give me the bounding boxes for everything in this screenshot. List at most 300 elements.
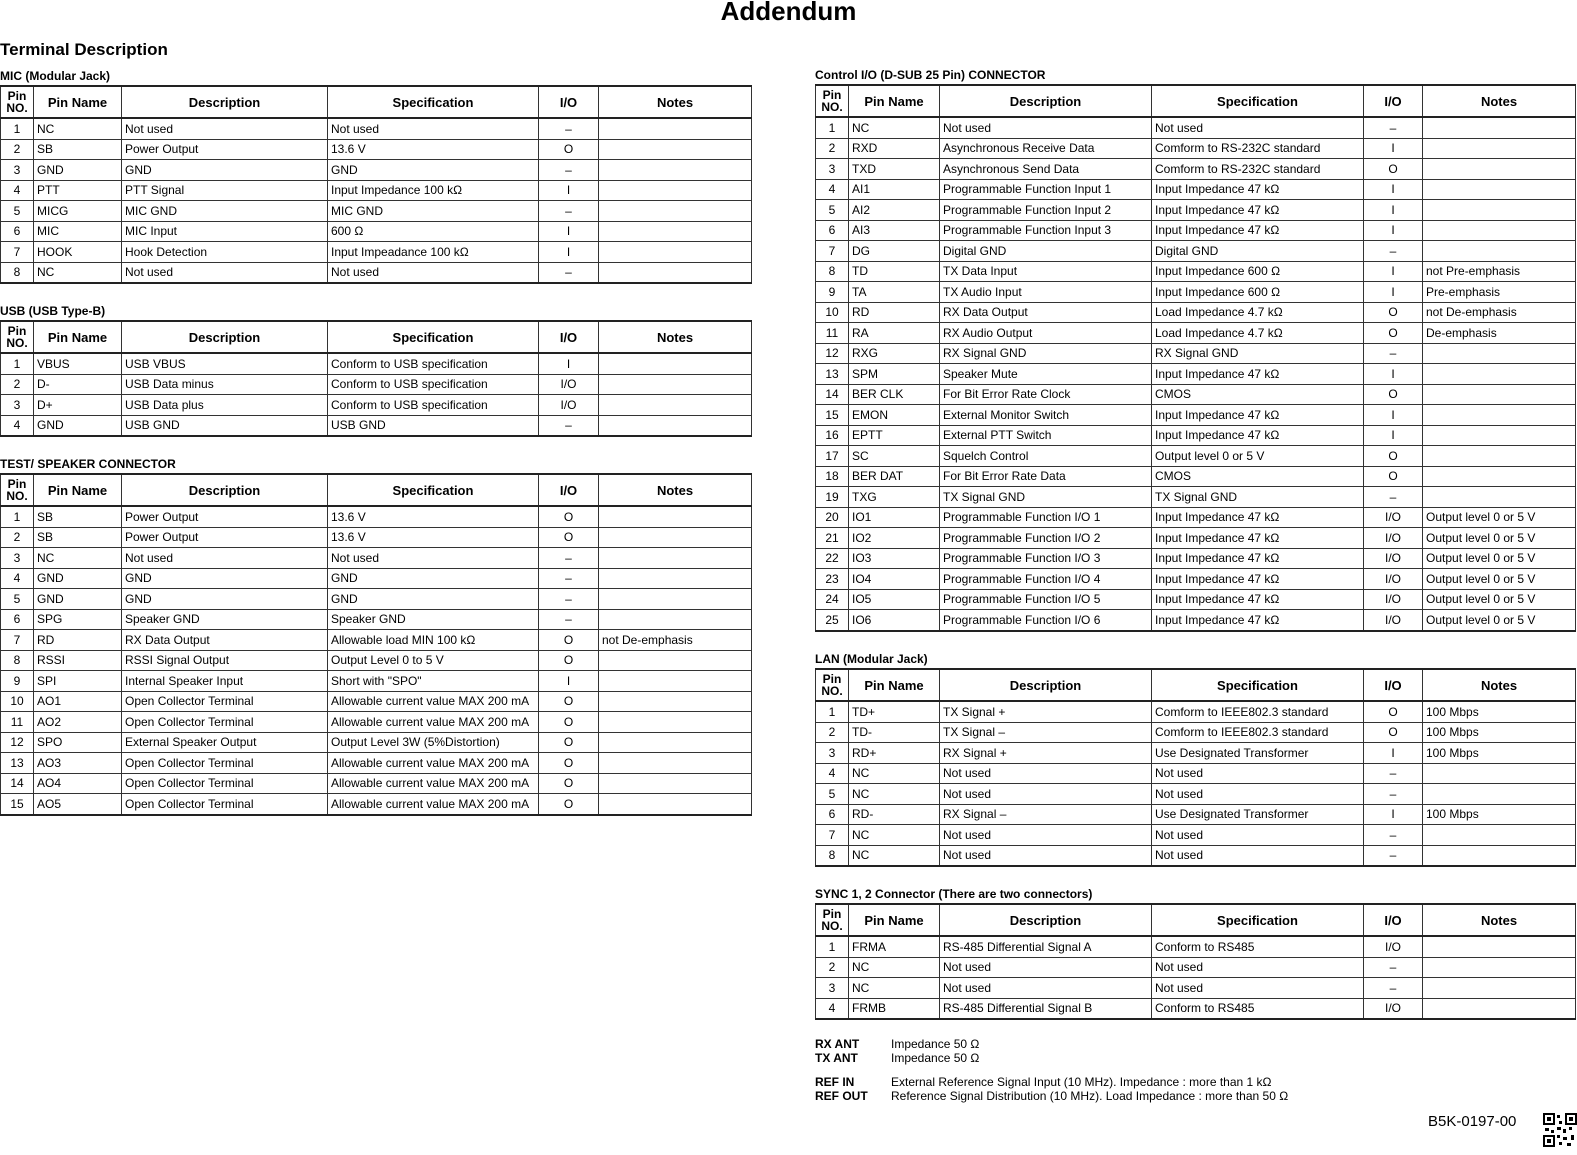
- cell-notes: [1423, 159, 1576, 180]
- table-row: [1, 160, 752, 181]
- cell-pin-no: 3: [1, 160, 34, 181]
- cell-io: I: [1364, 425, 1423, 446]
- cell-pin-no: 1: [1, 506, 34, 527]
- cell-pin-name: NC: [34, 118, 122, 139]
- cell-specification: Input Impedance 47 kΩ: [1152, 179, 1364, 200]
- cell-specification: USB GND: [328, 415, 539, 436]
- cell-pin-name: VBUS: [34, 353, 122, 374]
- cell-specification: Conform to USB specification: [328, 353, 539, 374]
- cell-pin-name: AO4: [34, 773, 122, 794]
- cell-pin-no: 7: [816, 825, 849, 846]
- cell-notes: Pre-emphasis: [1423, 282, 1576, 303]
- cell-notes: [599, 118, 752, 139]
- cell-notes: [599, 221, 752, 242]
- cell-pin-no: 4: [1, 415, 34, 436]
- page-title: Addendum: [720, 0, 857, 26]
- cell-io: I/O: [1364, 528, 1423, 549]
- cell-specification: Not used: [1152, 978, 1364, 999]
- cell-specification: Input Impedance 47 kΩ: [1152, 405, 1364, 426]
- table-section: [815, 885, 1576, 1020]
- cell-specification: Input Impedance 100 kΩ: [328, 180, 539, 201]
- cell-pin-no: 9: [1, 671, 34, 692]
- cell-description: TX Signal +: [940, 701, 1152, 722]
- cell-notes: [1423, 784, 1576, 805]
- cell-pin-name: IO6: [849, 610, 940, 631]
- cell-pin-no: 2: [1, 139, 34, 160]
- cell-pin-name: EPTT: [849, 425, 940, 446]
- cell-description: Speaker GND: [122, 609, 328, 630]
- cell-io: –: [1364, 117, 1423, 138]
- cell-pin-name: TD+: [849, 701, 940, 722]
- cell-pin-name: FRMA: [849, 936, 940, 957]
- cell-specification: Comform to IEEE802.3 standard: [1152, 701, 1364, 722]
- cell-notes: [1423, 343, 1576, 364]
- cell-io: I: [1364, 179, 1423, 200]
- cell-specification: Input Impedance 47 kΩ: [1152, 589, 1364, 610]
- table-row: [816, 364, 1576, 385]
- cell-specification: Output Level 0 to 5 V: [328, 650, 539, 671]
- table-row: [1, 395, 752, 416]
- cell-notes: [599, 712, 752, 733]
- cell-notes: [599, 242, 752, 263]
- cell-notes: 100 Mbps: [1423, 743, 1576, 764]
- table-header-row: [816, 669, 1576, 701]
- cell-io: –: [1364, 845, 1423, 866]
- cell-pin-name: RD: [34, 630, 122, 651]
- cell-pin-no: 3: [816, 743, 849, 764]
- cell-pin-no: 21: [816, 528, 849, 549]
- table-section: [0, 302, 752, 437]
- cell-specification: Allowable current value MAX 200 mA: [328, 794, 539, 815]
- header-io: I/O: [539, 321, 599, 353]
- table-row: [816, 701, 1576, 722]
- header-pin-line: Pin: [7, 324, 27, 338]
- cell-io: I: [1364, 282, 1423, 303]
- cell-io: O: [1364, 159, 1423, 180]
- cell-description: Not used: [940, 978, 1152, 999]
- cell-io: –: [1364, 487, 1423, 508]
- cell-pin-name: IO5: [849, 589, 940, 610]
- cell-pin-name: GND: [34, 589, 122, 610]
- table-row: [816, 220, 1576, 241]
- cell-description: Not used: [122, 548, 328, 569]
- cell-io: I/O: [539, 374, 599, 395]
- header-pin-name: Pin Name: [34, 86, 122, 118]
- cell-pin-no: 7: [816, 241, 849, 262]
- cell-io: –: [1364, 978, 1423, 999]
- cell-pin-no: 6: [1, 221, 34, 242]
- cell-description: Open Collector Terminal: [122, 794, 328, 815]
- cell-pin-no: 11: [816, 323, 849, 344]
- table-row: [816, 138, 1576, 159]
- cell-notes: Output level 0 or 5 V: [1423, 507, 1576, 528]
- cell-pin-name: SPO: [34, 732, 122, 753]
- cell-description: Programmable Function I/O 2: [940, 528, 1152, 549]
- cell-io: O: [1364, 384, 1423, 405]
- cell-pin-name: TD: [849, 261, 940, 282]
- cell-io: O: [539, 753, 599, 774]
- cell-notes: Output level 0 or 5 V: [1423, 569, 1576, 590]
- cell-pin-no: 6: [816, 220, 849, 241]
- cell-notes: [1423, 179, 1576, 200]
- cell-io: –: [1364, 241, 1423, 262]
- header-pin-no: [1, 86, 34, 118]
- cell-pin-no: 4: [1, 568, 34, 589]
- table-section: [815, 650, 1576, 867]
- table-row: [816, 845, 1576, 866]
- table-header-row: [1, 321, 752, 353]
- cell-description: MIC GND: [122, 201, 328, 222]
- cell-notes: [599, 671, 752, 692]
- cell-description: Hook Detection: [122, 242, 328, 263]
- cell-notes: [599, 548, 752, 569]
- cell-specification: 13.6 V: [328, 139, 539, 160]
- table-row: [1, 118, 752, 139]
- cell-description: PTT Signal: [122, 180, 328, 201]
- cell-notes: [1423, 364, 1576, 385]
- cell-specification: Comform to RS-232C standard: [1152, 159, 1364, 180]
- cell-pin-name: BER DAT: [849, 466, 940, 487]
- table-row: [816, 589, 1576, 610]
- cell-specification: Load Impedance 4.7 kΩ: [1152, 323, 1364, 344]
- header-pin-line: Pin: [7, 89, 27, 103]
- cell-notes: [1423, 138, 1576, 159]
- cell-pin-name: IO2: [849, 528, 940, 549]
- cell-description: Programmable Function Input 3: [940, 220, 1152, 241]
- table-header-row: [1, 474, 752, 506]
- cell-pin-no: 10: [816, 302, 849, 323]
- cell-specification: Speaker GND: [328, 609, 539, 630]
- header-description: Description: [122, 321, 328, 353]
- cell-description: Programmable Function I/O 1: [940, 507, 1152, 528]
- cell-pin-no: 18: [816, 466, 849, 487]
- cell-description: Speaker Mute: [940, 364, 1152, 385]
- cell-io: –: [539, 589, 599, 610]
- table-row: [1, 712, 752, 733]
- cell-description: USB GND: [122, 415, 328, 436]
- header-notes: Notes: [599, 321, 752, 353]
- cell-description: GND: [122, 160, 328, 181]
- cell-pin-no: 4: [816, 179, 849, 200]
- header-pin-line: NO.: [821, 100, 843, 114]
- cell-pin-no: 12: [816, 343, 849, 364]
- cell-pin-name: RA: [849, 323, 940, 344]
- cell-notes: [599, 589, 752, 610]
- cell-description: RX Audio Output: [940, 323, 1152, 344]
- cell-specification: Allowable current value MAX 200 mA: [328, 712, 539, 733]
- header-pin-line: Pin: [822, 907, 842, 921]
- cell-description: External Monitor Switch: [940, 405, 1152, 426]
- footnotes: [815, 1037, 1288, 1103]
- cell-specification: Not used: [1152, 784, 1364, 805]
- cell-description: TX Signal –: [940, 722, 1152, 743]
- cell-io: O: [539, 506, 599, 527]
- header-pin-no: [816, 904, 849, 936]
- header-specification: Specification: [1152, 85, 1364, 117]
- table-row: [816, 528, 1576, 549]
- table-header-row: [816, 85, 1576, 117]
- cell-specification: Comform to IEEE802.3 standard: [1152, 722, 1364, 743]
- cell-io: –: [1364, 784, 1423, 805]
- cell-notes: [1423, 446, 1576, 467]
- document-number: B5K-0197-00: [1428, 1113, 1517, 1130]
- cell-description: Open Collector Terminal: [122, 712, 328, 733]
- cell-pin-no: 12: [1, 732, 34, 753]
- cell-pin-no: 5: [1, 589, 34, 610]
- cell-notes: [599, 794, 752, 815]
- header-description: Description: [122, 86, 328, 118]
- section-heading: Terminal Description: [0, 40, 168, 59]
- cell-pin-no: 2: [1, 374, 34, 395]
- table-title: USB (USB Type-B): [0, 304, 106, 318]
- cell-description: TX Audio Input: [940, 282, 1152, 303]
- table-row: [816, 722, 1576, 743]
- table-row: [1, 589, 752, 610]
- cell-notes: [1423, 384, 1576, 405]
- cell-specification: Digital GND: [1152, 241, 1364, 262]
- cell-pin-no: 15: [816, 405, 849, 426]
- cell-pin-no: 23: [816, 569, 849, 590]
- table-title: TEST/ SPEAKER CONNECTOR: [0, 457, 176, 471]
- cell-pin-no: 2: [816, 138, 849, 159]
- cell-pin-no: 5: [816, 200, 849, 221]
- table-header-row: [816, 904, 1576, 936]
- cell-notes: [599, 527, 752, 548]
- cell-pin-no: 2: [1, 527, 34, 548]
- cell-notes: [599, 773, 752, 794]
- cell-io: I/O: [1364, 507, 1423, 528]
- cell-io: –: [1364, 825, 1423, 846]
- cell-io: I: [539, 180, 599, 201]
- cell-description: MIC Input: [122, 221, 328, 242]
- cell-pin-no: 3: [1, 548, 34, 569]
- cell-specification: 13.6 V: [328, 527, 539, 548]
- cell-pin-name: AO1: [34, 691, 122, 712]
- footnote-row: [815, 1037, 1288, 1051]
- table-row: [816, 957, 1576, 978]
- cell-notes: [599, 753, 752, 774]
- cell-specification: Not used: [328, 548, 539, 569]
- cell-specification: CMOS: [1152, 466, 1364, 487]
- header-pin-name: Pin Name: [849, 669, 940, 701]
- cell-io: –: [539, 548, 599, 569]
- header-pin-name: Pin Name: [849, 85, 940, 117]
- table-row: [816, 159, 1576, 180]
- cell-specification: Not used: [1152, 117, 1364, 138]
- cell-description: Not used: [122, 262, 328, 283]
- table-row: [1, 374, 752, 395]
- cell-io: O: [539, 650, 599, 671]
- cell-io: –: [539, 201, 599, 222]
- cell-io: I: [539, 221, 599, 242]
- cell-notes: [599, 262, 752, 283]
- cell-io: O: [539, 773, 599, 794]
- table-row: [816, 425, 1576, 446]
- table-row: [816, 936, 1576, 957]
- cell-io: I: [1364, 364, 1423, 385]
- cell-description: Asynchronous Send Data: [940, 159, 1152, 180]
- cell-description: Open Collector Terminal: [122, 691, 328, 712]
- cell-notes: [599, 732, 752, 753]
- cell-pin-no: 1: [1, 353, 34, 374]
- cell-specification: Not used: [328, 262, 539, 283]
- footnote-row: [815, 1089, 1288, 1103]
- cell-description: Not used: [940, 763, 1152, 784]
- cell-notes: [599, 201, 752, 222]
- table-row: [1, 773, 752, 794]
- header-description: Description: [940, 85, 1152, 117]
- table-row: [816, 241, 1576, 262]
- header-pin-line: NO.: [821, 684, 843, 698]
- cell-description: GND: [122, 589, 328, 610]
- table-section: [0, 67, 752, 284]
- cell-pin-name: TXG: [849, 487, 940, 508]
- table-row: [816, 763, 1576, 784]
- cell-specification: Input Impedance 47 kΩ: [1152, 610, 1364, 631]
- cell-pin-no: 3: [816, 978, 849, 999]
- cell-pin-name: FRMB: [849, 998, 940, 1019]
- cell-description: Programmable Function I/O 4: [940, 569, 1152, 590]
- cell-notes: [1423, 487, 1576, 508]
- cell-io: I/O: [1364, 610, 1423, 631]
- header-pin-line: Pin: [822, 672, 842, 686]
- cell-specification: GND: [328, 160, 539, 181]
- cell-notes: [1423, 200, 1576, 221]
- cell-pin-name: SB: [34, 139, 122, 160]
- cell-notes: 100 Mbps: [1423, 804, 1576, 825]
- cell-description: GND: [122, 568, 328, 589]
- cell-specification: Output level 0 or 5 V: [1152, 446, 1364, 467]
- table-row: [816, 610, 1576, 631]
- cell-description: Internal Speaker Input: [122, 671, 328, 692]
- cell-notes: [1423, 220, 1576, 241]
- cell-pin-no: 15: [1, 794, 34, 815]
- table-title: SYNC 1, 2 Connector (There are two connectors): [815, 887, 1093, 901]
- cell-description: Not used: [940, 117, 1152, 138]
- cell-pin-no: 14: [816, 384, 849, 405]
- cell-pin-name: AI2: [849, 200, 940, 221]
- cell-description: RX Signal +: [940, 743, 1152, 764]
- cell-pin-name: RXG: [849, 343, 940, 364]
- cell-description: Programmable Function Input 2: [940, 200, 1152, 221]
- cell-io: O: [1364, 466, 1423, 487]
- cell-description: Programmable Function I/O 3: [940, 548, 1152, 569]
- table-row: [1, 139, 752, 160]
- table-row: [1, 201, 752, 222]
- cell-pin-no: 13: [816, 364, 849, 385]
- table-title: LAN (Modular Jack): [815, 652, 928, 666]
- cell-pin-no: 16: [816, 425, 849, 446]
- header-io: I/O: [1364, 669, 1423, 701]
- table-section: [0, 455, 752, 816]
- table-row: [816, 405, 1576, 426]
- table-row: [816, 507, 1576, 528]
- pin-table: [0, 85, 752, 284]
- header-description: Description: [940, 904, 1152, 936]
- cell-description: Asynchronous Receive Data: [940, 138, 1152, 159]
- header-pin-name: Pin Name: [849, 904, 940, 936]
- table-row: [1, 732, 752, 753]
- cell-notes: De-emphasis: [1423, 323, 1576, 344]
- table-row: [1, 753, 752, 774]
- cell-description: External PTT Switch: [940, 425, 1152, 446]
- cell-io: I/O: [1364, 569, 1423, 590]
- cell-specification: Input Impedance 47 kΩ: [1152, 220, 1364, 241]
- cell-pin-no: 7: [1, 630, 34, 651]
- cell-pin-no: 22: [816, 548, 849, 569]
- cell-description: RS-485 Differential Signal A: [940, 936, 1152, 957]
- cell-description: Power Output: [122, 506, 328, 527]
- cell-description: Digital GND: [940, 241, 1152, 262]
- cell-specification: Not used: [1152, 957, 1364, 978]
- cell-pin-name: TXD: [849, 159, 940, 180]
- table-section: [815, 66, 1576, 632]
- table-row: [816, 179, 1576, 200]
- cell-specification: Use Designated Transformer: [1152, 743, 1364, 764]
- cell-pin-no: 4: [816, 998, 849, 1019]
- cell-description: Open Collector Terminal: [122, 753, 328, 774]
- footnote-key: RX ANT: [815, 1037, 860, 1051]
- cell-specification: MIC GND: [328, 201, 539, 222]
- cell-io: O: [1364, 722, 1423, 743]
- table-row: [816, 302, 1576, 323]
- cell-notes: [1423, 466, 1576, 487]
- cell-pin-no: 2: [816, 722, 849, 743]
- cell-specification: Input Impedance 47 kΩ: [1152, 528, 1364, 549]
- cell-specification: Short with "SPO": [328, 671, 539, 692]
- cell-io: I/O: [1364, 589, 1423, 610]
- pin-table: [0, 320, 752, 437]
- cell-notes: Output level 0 or 5 V: [1423, 548, 1576, 569]
- header-io: I/O: [539, 474, 599, 506]
- cell-specification: Input Impeadance 100 kΩ: [328, 242, 539, 263]
- cell-description: USB VBUS: [122, 353, 328, 374]
- table-row: [1, 262, 752, 283]
- cell-pin-no: 5: [1, 201, 34, 222]
- cell-io: –: [539, 160, 599, 181]
- cell-description: External Speaker Output: [122, 732, 328, 753]
- cell-pin-name: AI3: [849, 220, 940, 241]
- cell-pin-name: NC: [849, 763, 940, 784]
- header-description: Description: [940, 669, 1152, 701]
- cell-notes: [1423, 978, 1576, 999]
- cell-pin-no: 6: [816, 804, 849, 825]
- cell-pin-name: RXD: [849, 138, 940, 159]
- table-row: [816, 343, 1576, 364]
- cell-pin-name: IO4: [849, 569, 940, 590]
- cell-pin-no: 24: [816, 589, 849, 610]
- cell-notes: [1423, 241, 1576, 262]
- cell-io: –: [1364, 957, 1423, 978]
- header-notes: Notes: [1423, 85, 1576, 117]
- cell-pin-name: TD-: [849, 722, 940, 743]
- cell-pin-name: SPI: [34, 671, 122, 692]
- cell-io: I: [1364, 743, 1423, 764]
- table-row: [816, 446, 1576, 467]
- cell-specification: Allowable current value MAX 200 mA: [328, 773, 539, 794]
- cell-specification: CMOS: [1152, 384, 1364, 405]
- cell-specification: Allowable current value MAX 200 mA: [328, 691, 539, 712]
- cell-description: Not used: [940, 784, 1152, 805]
- cell-pin-no: 3: [816, 159, 849, 180]
- cell-pin-name: AI1: [849, 179, 940, 200]
- table-row: [1, 650, 752, 671]
- pin-table: [815, 84, 1576, 632]
- cell-description: For Bit Error Rate Clock: [940, 384, 1152, 405]
- cell-description: RX Signal GND: [940, 343, 1152, 364]
- header-description: Description: [122, 474, 328, 506]
- cell-io: –: [1364, 343, 1423, 364]
